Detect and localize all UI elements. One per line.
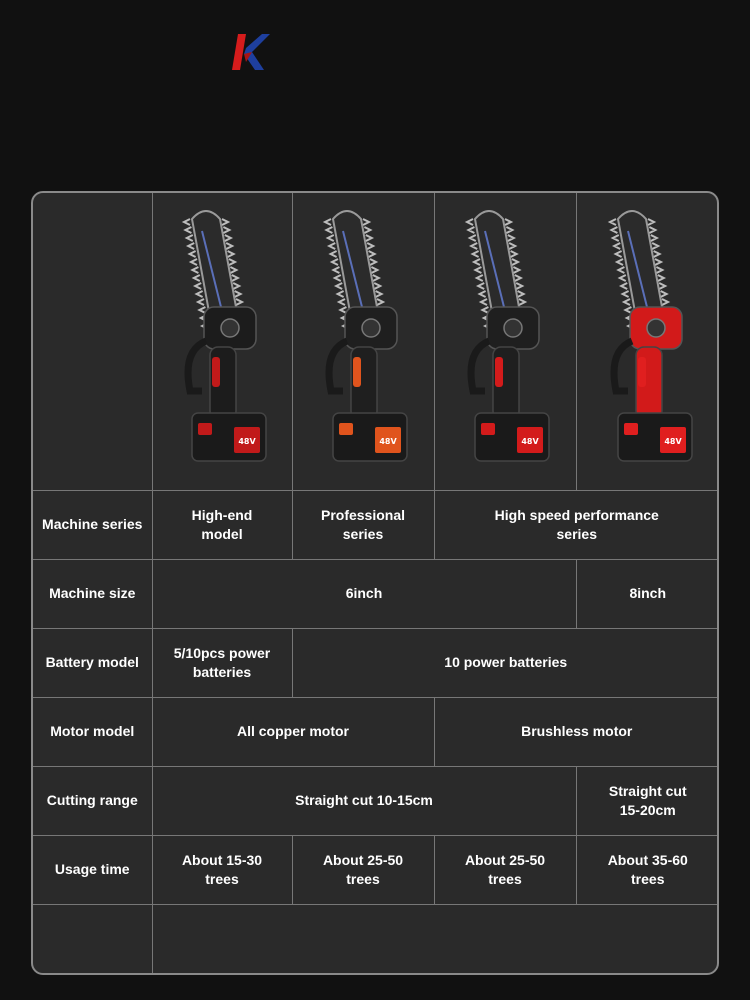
empty-cell bbox=[152, 904, 719, 973]
battery-model-row bbox=[33, 628, 719, 697]
brand-logo bbox=[232, 34, 270, 70]
machine-series-row bbox=[33, 490, 719, 559]
product-image-cell bbox=[292, 193, 434, 490]
cutting-cell: Straight cut 15-20cm bbox=[576, 766, 719, 835]
usage-cell: About 15-30 trees bbox=[152, 835, 292, 904]
row-label: Motor model bbox=[33, 697, 152, 766]
series-cell: High-end model bbox=[152, 490, 292, 559]
cutting-range-row bbox=[33, 766, 719, 835]
row-label: Usage time bbox=[33, 835, 152, 904]
battery-cell: 10 power batteries bbox=[292, 628, 719, 697]
usage-time-row bbox=[33, 835, 719, 904]
usage-cell: About 35-60 trees bbox=[576, 835, 719, 904]
motor-cell: All copper motor bbox=[152, 697, 434, 766]
motor-cell: Brushless motor bbox=[434, 697, 719, 766]
usage-cell: About 25-50 trees bbox=[434, 835, 576, 904]
empty-cell bbox=[33, 904, 152, 973]
motor-model-row bbox=[33, 697, 719, 766]
chainsaw-drawing bbox=[184, 211, 266, 461]
chainsaw-drawing bbox=[325, 211, 407, 461]
product-image-cell bbox=[434, 193, 576, 490]
usage-cell: About 25-50 trees bbox=[292, 835, 434, 904]
product-image-row bbox=[33, 193, 719, 490]
product-image-cell bbox=[576, 193, 719, 490]
battery-voltage-label: 48V bbox=[238, 437, 256, 447]
chainsaw-red-8inch-icon bbox=[588, 201, 708, 481]
chainsaw-drawing bbox=[467, 211, 549, 461]
chainsaw-black-icon bbox=[162, 201, 282, 481]
cutting-cell: Straight cut 10-15cm bbox=[152, 766, 576, 835]
empty-header-cell bbox=[33, 193, 152, 490]
battery-cell: 5/10pcs power batteries bbox=[152, 628, 292, 697]
chainsaw-red-icon bbox=[445, 201, 565, 481]
chainsaw-orange-icon bbox=[303, 201, 423, 481]
row-label: Cutting range bbox=[33, 766, 152, 835]
series-cell: High speed performance series bbox=[434, 490, 719, 559]
row-label: Machine series bbox=[33, 490, 152, 559]
battery-voltage-label: 48V bbox=[664, 437, 682, 447]
row-label: Machine size bbox=[33, 559, 152, 628]
row-label: Battery model bbox=[33, 628, 152, 697]
product-image-cell bbox=[152, 193, 292, 490]
comparison-table bbox=[31, 191, 719, 975]
size-cell: 8inch bbox=[576, 559, 719, 628]
series-cell: Professional series bbox=[292, 490, 434, 559]
battery-voltage-label: 48V bbox=[521, 437, 539, 447]
empty-row bbox=[33, 904, 719, 973]
size-cell: 6inch bbox=[152, 559, 576, 628]
machine-size-row bbox=[33, 559, 719, 628]
chainsaw-drawing bbox=[610, 211, 692, 461]
battery-voltage-label: 48V bbox=[379, 437, 397, 447]
